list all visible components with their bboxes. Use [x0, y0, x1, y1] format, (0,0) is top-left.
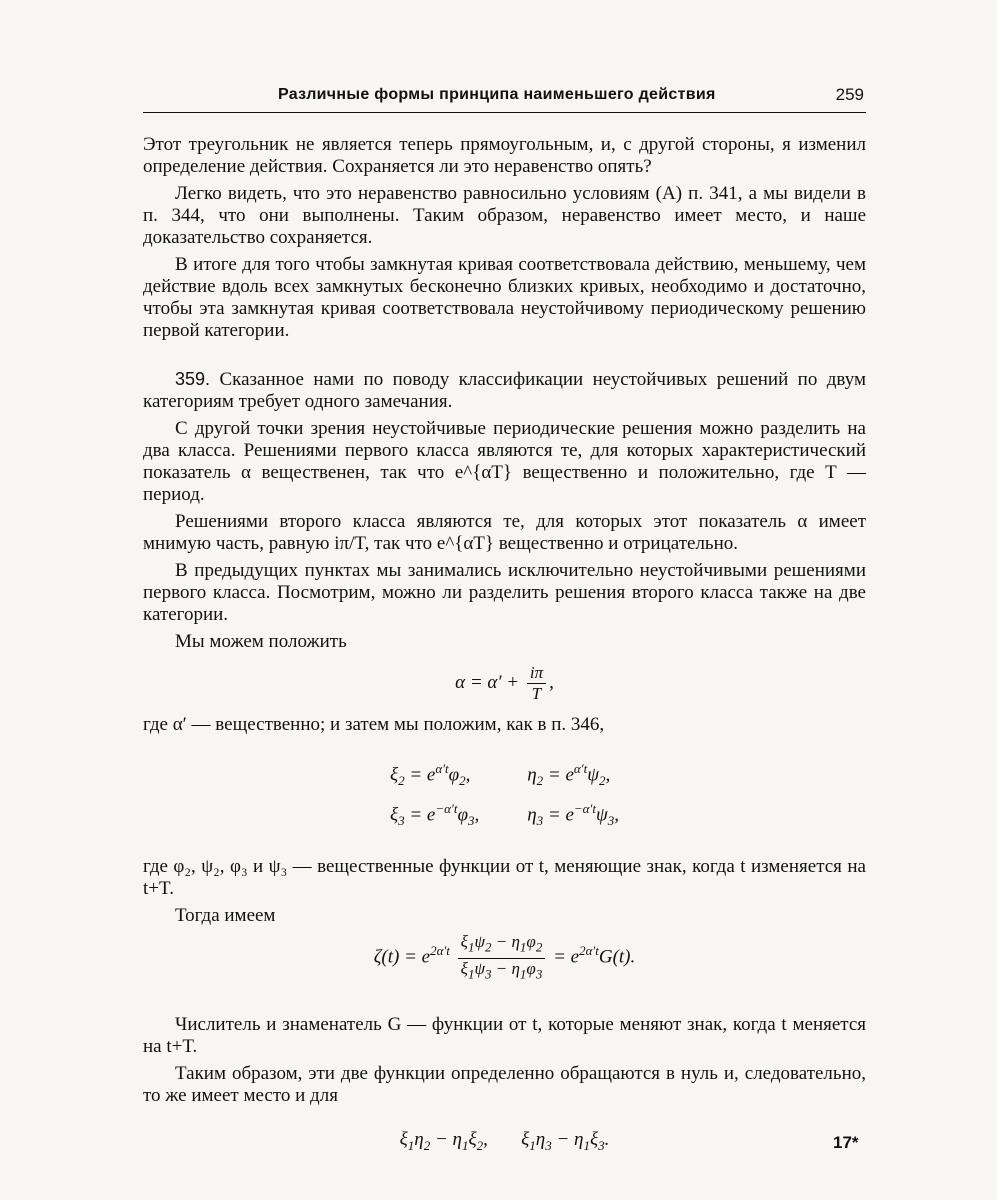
- page-number: 259: [835, 85, 864, 104]
- equation: $\xi_3 = e^{-\alpha't}\varphi_3$,: [389, 801, 480, 829]
- equation-alpha: α = α′ + $\frac{i\pi}{T}$ ,: [455, 663, 554, 703]
- equation-final: $\xi_1\eta_2 - \eta_1\xi_2$, $\xi_1\eta_3 - \eta_1\xi_3$.: [399, 1129, 610, 1153]
- section-paragraph: [143, 368, 866, 413]
- paragraph: где α′ — вещественно; и затем мы положим, как в п. 346,: [143, 714, 605, 735]
- paragraph: Мы можем положить: [175, 631, 347, 652]
- equation-system: [143, 758, 866, 832]
- equation-zeta: $\zeta(t) = e^{2\alpha't}$ $\frac{\xi_1\psi_2 - \eta_1\varphi_2}{\xi_1\psi_3 - \eta_1\varphi_3}$ = $e^{2\alpha't}G(t)$.: [373, 932, 636, 982]
- paragraph-text: Сказанное нами по поводу классификации неустойчивых решений по двум категориям требует одного замечания.: [143, 369, 866, 412]
- signature-mark: 17*: [833, 1133, 859, 1152]
- page-header: [143, 82, 866, 113]
- paragraph: Решениями второго класса являются те, для которых этот показатель α имеет мнимую часть, равную iπ/T, так что e^{αT} вещественно и отрицательно.: [143, 511, 866, 554]
- paragraph: Тогда имеем: [175, 905, 276, 927]
- paragraph: С другой точки зрения неустойчивые периодические решения можно разделить на два класса. Решениями первого класса являются те, для которых характеристический показатель α вещественен, так что e^{αT} вещественно и положительно, где T — период.: [143, 418, 866, 505]
- paragraph: Этот треугольник не является теперь прямоугольным, и, с другой стороны, я изменил определение действия. Сохраняется ли это неравенство опять?: [143, 134, 866, 177]
- page-body: [143, 134, 866, 1167]
- equation: $\eta_2 = e^{\alpha't}\psi_2$,: [527, 761, 611, 789]
- paragraph: где φ₂, ψ₂, φ₃ и ψ₃ — вещественные функции от t, меняющие знак, когда t изменяется на t+T.: [143, 856, 866, 900]
- running-head: Различные формы принципа наименьшего действия: [278, 86, 716, 103]
- paragraph: В итоге для того чтобы замкнутая кривая соответствовала действию, меньшему, чем действие вдоль всех замкнутых бесконечно близких кривых, необходимо и достаточно, чтобы эта замкнутая кривая соответствовала неустойчивому периодическому решению первой категории.: [143, 254, 866, 341]
- paragraph: В предыдущих пунктах мы занимались исключительно неустойчивыми решениями первого класса. Посмотрим, можно ли разделить решения второго класса также на две категории.: [143, 560, 866, 625]
- equation: $\eta_3 = e^{-\alpha't}\psi_3$,: [527, 801, 620, 829]
- paragraph: Легко видеть, что это неравенство равносильно условиям (A) п. 341, а мы видели в п. 344, что они выполнены. Таким образом, неравенство имеет место, и наше доказательство сохраняется.: [143, 183, 866, 248]
- paragraph: Таким образом, эти две функции определенно обращаются в нуль и, следовательно, то же имеет место и для: [143, 1063, 866, 1107]
- paragraph: Числитель и знаменатель G — функции от t, которые меняют знак, когда t меняется на t+T.: [143, 1014, 866, 1058]
- section-number: 359.: [175, 369, 211, 389]
- equation: $\xi_2 = e^{\alpha't}\varphi_2$,: [389, 761, 471, 789]
